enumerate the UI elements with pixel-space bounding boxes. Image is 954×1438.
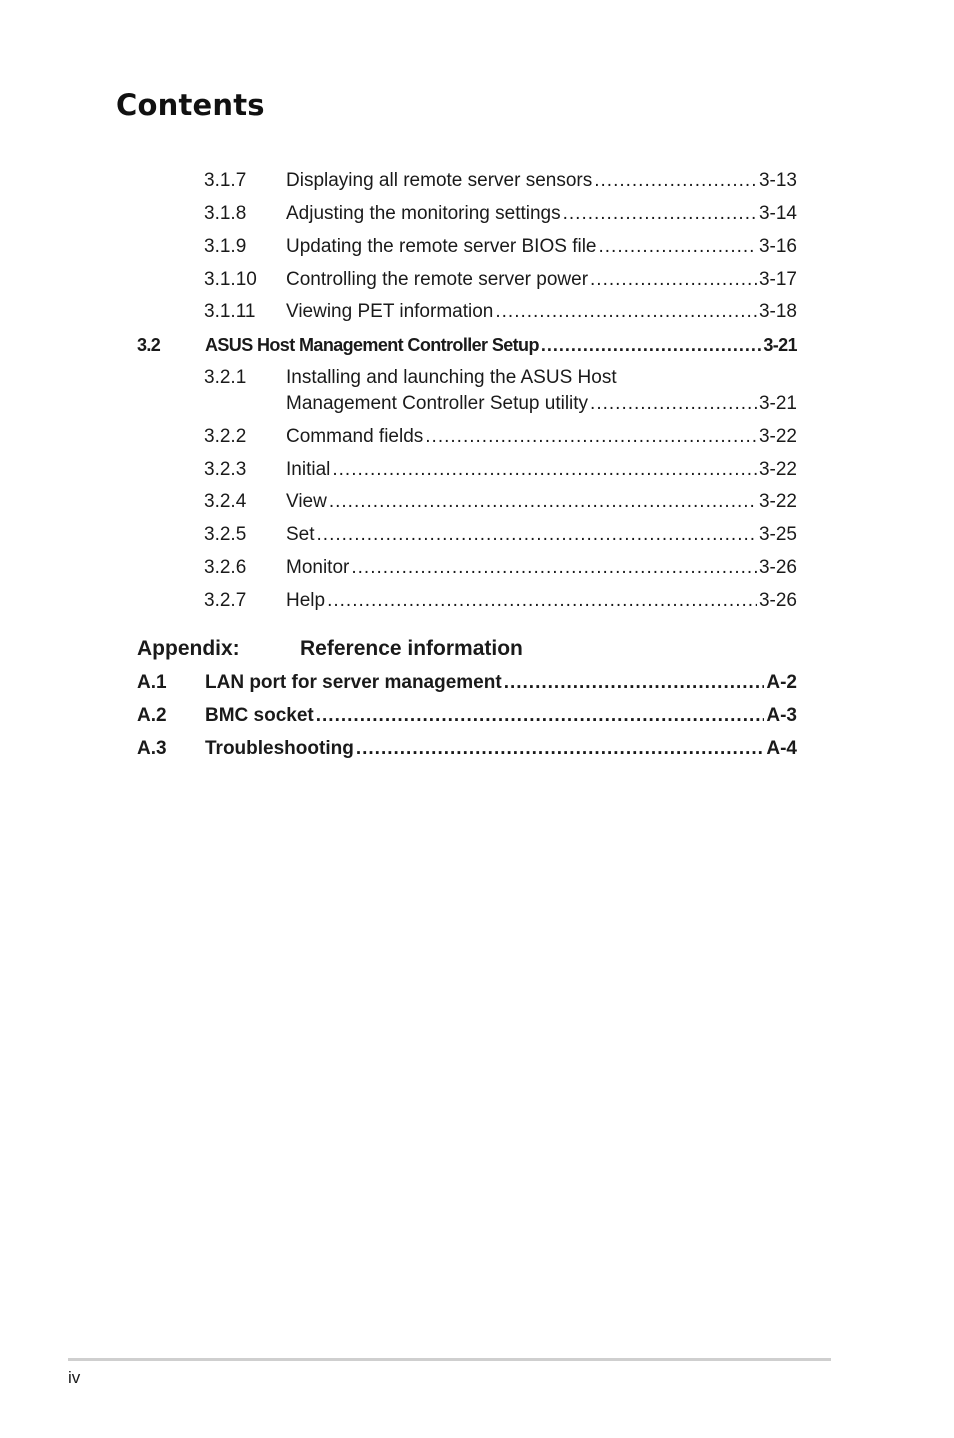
- toc-entry[interactable]: [0, 166, 954, 196]
- page-reference: A-2: [766, 672, 797, 693]
- page-reference: 3-22: [758, 459, 797, 480]
- leader-dots: [590, 389, 757, 419]
- toc-entry[interactable]: [0, 455, 954, 485]
- page-reference: A-3: [766, 705, 797, 726]
- leader-dots: [356, 734, 765, 764]
- page-reference: 3-18: [758, 301, 797, 322]
- toc-entry-text: [205, 734, 797, 764]
- toc-entry-text: [286, 520, 797, 550]
- toc-entry-text: [205, 330, 797, 360]
- footer-divider: [68, 1358, 831, 1361]
- section-number: 3.2.6: [204, 557, 247, 578]
- page-reference: 3-21: [758, 393, 797, 414]
- page-title: Contents: [116, 88, 265, 122]
- section-title: Viewing PET information: [286, 301, 494, 322]
- page-reference: 3-26: [758, 590, 797, 611]
- leader-dots: [332, 455, 757, 485]
- section-title: ASUS Host Management Controller Setup: [205, 335, 539, 355]
- section-title: Controlling the remote server power: [286, 269, 589, 290]
- section-number: 3.1.9: [204, 236, 247, 257]
- leader-dots: [504, 668, 765, 698]
- toc-entry[interactable]: [0, 232, 954, 262]
- toc-entry-text: [286, 199, 797, 229]
- page-reference: 3-25: [758, 524, 797, 545]
- section-title: Set: [286, 524, 315, 545]
- section-title: Troubleshooting: [205, 738, 354, 759]
- toc-entry-text: [205, 701, 797, 731]
- toc-entry-text: [286, 422, 797, 452]
- section-title-line1: Installing and launching the ASUS Host: [286, 367, 617, 388]
- toc-entry[interactable]: [0, 487, 954, 517]
- section-number: 3.1.10: [204, 269, 257, 290]
- section-number: A.1: [137, 672, 167, 693]
- section-number: A.2: [137, 705, 167, 726]
- leader-dots: [327, 586, 757, 616]
- section-number: 3.2.1: [204, 367, 247, 388]
- page-reference: 3-21: [763, 335, 797, 355]
- toc-appendix-entry[interactable]: [0, 734, 954, 764]
- page-reference: 3-16: [758, 236, 797, 257]
- toc-appendix-entry[interactable]: [0, 701, 954, 731]
- page-reference: 3-13: [758, 170, 797, 191]
- toc-entry-text: [286, 166, 797, 196]
- section-title: BMC socket: [205, 705, 314, 726]
- section-number: A.3: [137, 738, 167, 759]
- leader-dots: [598, 232, 756, 262]
- leader-dots: [316, 701, 765, 731]
- toc-entry-text: [205, 668, 797, 698]
- leader-dots: [594, 166, 757, 196]
- section-number: 3.2.4: [204, 491, 247, 512]
- section-number: 3.2.7: [204, 590, 247, 611]
- leader-dots: [495, 297, 757, 327]
- section-number: 3.1.11: [204, 301, 256, 322]
- leader-dots: [541, 330, 762, 360]
- section-title: Help: [286, 590, 326, 611]
- toc-entry-text: [286, 487, 797, 517]
- section-title: Management Controller Setup utility: [286, 393, 589, 414]
- toc-entry[interactable]: [0, 520, 954, 550]
- section-number: 3.2.5: [204, 524, 247, 545]
- section-number: 3.2: [137, 335, 161, 355]
- toc-entry[interactable]: [0, 297, 954, 327]
- toc-section-heading[interactable]: [0, 330, 954, 360]
- leader-dots: [590, 265, 757, 295]
- page-reference: 3-14: [758, 203, 797, 224]
- toc-appendix-entry[interactable]: [0, 668, 954, 698]
- page-reference: 3-22: [758, 491, 797, 512]
- appendix-label: Appendix:: [137, 637, 240, 660]
- leader-dots: [351, 553, 757, 583]
- section-number: 3.1.8: [204, 203, 247, 224]
- toc-entry-text: [286, 553, 797, 583]
- toc-entry-text: [286, 389, 797, 419]
- section-number: 3.2.2: [204, 426, 247, 447]
- toc-entry-text: [286, 232, 797, 262]
- section-title: Command fields: [286, 426, 424, 447]
- appendix-title: Reference information: [300, 637, 523, 660]
- leader-dots: [425, 422, 757, 452]
- toc-entry-text: [286, 455, 797, 485]
- toc-entry[interactable]: [0, 389, 954, 419]
- toc-entry[interactable]: [0, 586, 954, 616]
- toc-entry[interactable]: [0, 199, 954, 229]
- section-title: LAN port for server management: [205, 672, 502, 693]
- toc-entry[interactable]: [0, 265, 954, 295]
- toc-entry[interactable]: [0, 422, 954, 452]
- section-title: Displaying all remote server sensors: [286, 170, 593, 191]
- section-title: View: [286, 491, 327, 512]
- toc-entry-text: [286, 586, 797, 616]
- leader-dots: [329, 487, 757, 517]
- leader-dots: [563, 199, 757, 229]
- page-number: iv: [68, 1368, 81, 1387]
- toc-entry-text: [286, 265, 797, 295]
- section-title: Adjusting the monitoring settings: [286, 203, 561, 224]
- toc-entry-text: [286, 297, 797, 327]
- page-reference: 3-26: [758, 557, 797, 578]
- section-number: 3.1.7: [204, 170, 247, 191]
- toc-entry[interactable]: [0, 553, 954, 583]
- section-title: Updating the remote server BIOS file: [286, 236, 597, 257]
- leader-dots: [317, 520, 757, 550]
- section-title: Monitor: [286, 557, 350, 578]
- page-reference: 3-22: [758, 426, 797, 447]
- section-number: 3.2.3: [204, 459, 247, 480]
- page-reference: A-4: [766, 738, 797, 759]
- page-reference: 3-17: [758, 269, 797, 290]
- section-title: Initial: [286, 459, 331, 480]
